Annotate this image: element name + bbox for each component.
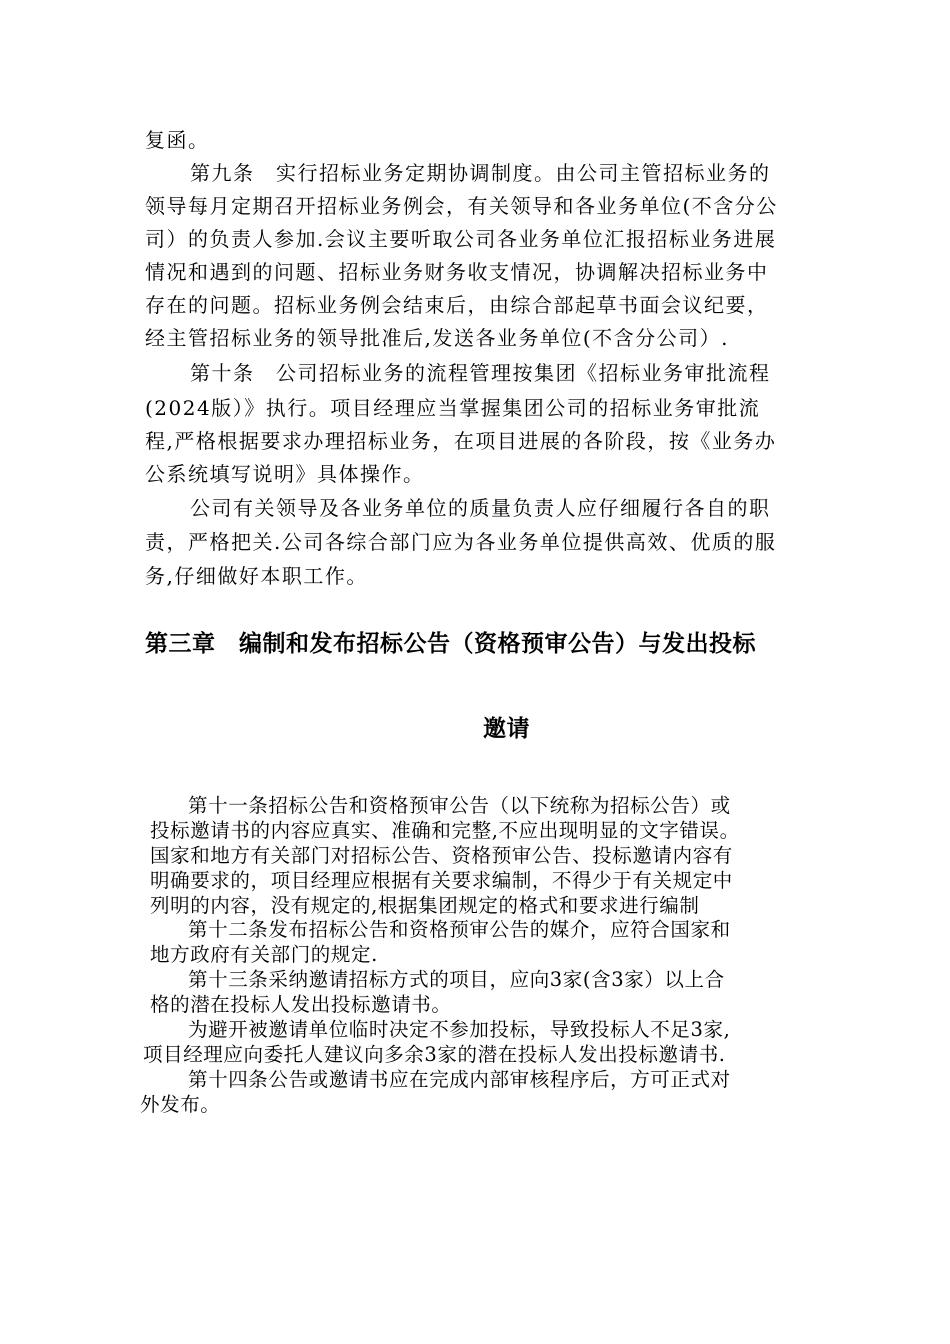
paragraph-line: 领导每月定期召开招标业务例会，有关领导和各业务单位(不含分公: [145, 194, 778, 218]
paragraph-line: 复函。: [145, 128, 210, 152]
paragraph-line: 地方政府有关部门的规定.: [150, 943, 378, 966]
paragraph-line: 格的潜在投标人发出投标邀请书。: [150, 993, 452, 1016]
paragraph-line: 列明的内容，没有规定的,根据集团规定的格式和要求进行编制: [150, 894, 700, 917]
paragraph-line: 第十一条招标公告和资格预审公告（以下统称为招标公告）或: [188, 794, 731, 817]
paragraph-line: 明确要求的，项目经理应根据有关要求编制，不得少于有关规定中: [150, 869, 733, 892]
chapter-title-line2: 邀请: [483, 716, 530, 742]
paragraph-line: 第十二条发布招标公告和资格预审公告的媒介，应符合国家和: [188, 918, 731, 941]
paragraph-line: 司）的负责人参加.会议主要听取公司各业务单位汇报招标业务进展: [145, 227, 777, 251]
paragraph-line: 国家和地方有关部门对招标公告、资格预审公告、投标邀请内容有: [150, 844, 733, 867]
paragraph-line: 公系统填写说明》具体操作。: [145, 462, 425, 486]
paragraph-line: (2024版）》执行。项目经理应当掌握集团公司的招标业务审批流: [145, 396, 761, 420]
paragraph-line: 务,仔细做好本职工作。: [145, 564, 368, 588]
paragraph-line: 程,严格根据要求办理招标业务，在项目进展的各阶段，按《业务办: [145, 429, 777, 453]
paragraph-line: 外发布。: [140, 1093, 221, 1116]
paragraph-line: 存在的问题。招标业务例会结束后，由综合部起草书面会议纪要，: [145, 293, 769, 317]
paragraph-line: 第十条 公司招标业务的流程管理按集团《招标业务审批流程: [190, 361, 771, 385]
paragraph-line: 责，严格把关.公司各综合部门应为各业务单位提供高效、优质的服: [145, 530, 777, 554]
paragraph-line: 为避开被邀请单位临时决定不参加投标，导致投标人不足3家,: [188, 1018, 731, 1041]
paragraph-line: 公司有关领导及各业务单位的质量负责人应仔细履行各自的职: [190, 496, 771, 520]
paragraph-line: 第九条 实行招标业务定期协调制度。由公司主管招标业务的: [190, 161, 771, 185]
paragraph-line: 情况和遇到的问题、招标业务财务收支情况，协调解决招标业务中: [145, 260, 769, 284]
paragraph-line: 第十三条采纳邀请招标方式的项目，应向3家(含3家）以上合: [188, 968, 725, 991]
paragraph-line: 项目经理应向委托人建议向多余3家的潜在投标人发出投标邀请书.: [143, 1043, 726, 1066]
paragraph-line: 投标邀请书的内容应真实、准确和完整,不应出现明显的文字错误。: [150, 819, 740, 842]
paragraph-line: 经主管招标业务的领导批准后,发送各业务单位(不含分公司）.: [145, 326, 730, 350]
paragraph-line: 第十四条公告或邀请书应在完成内部审核程序后，方可正式对: [188, 1068, 731, 1091]
chapter-title-line1: 第三章 编制和发布招标公告（资格预审公告）与发出投标: [145, 631, 756, 657]
